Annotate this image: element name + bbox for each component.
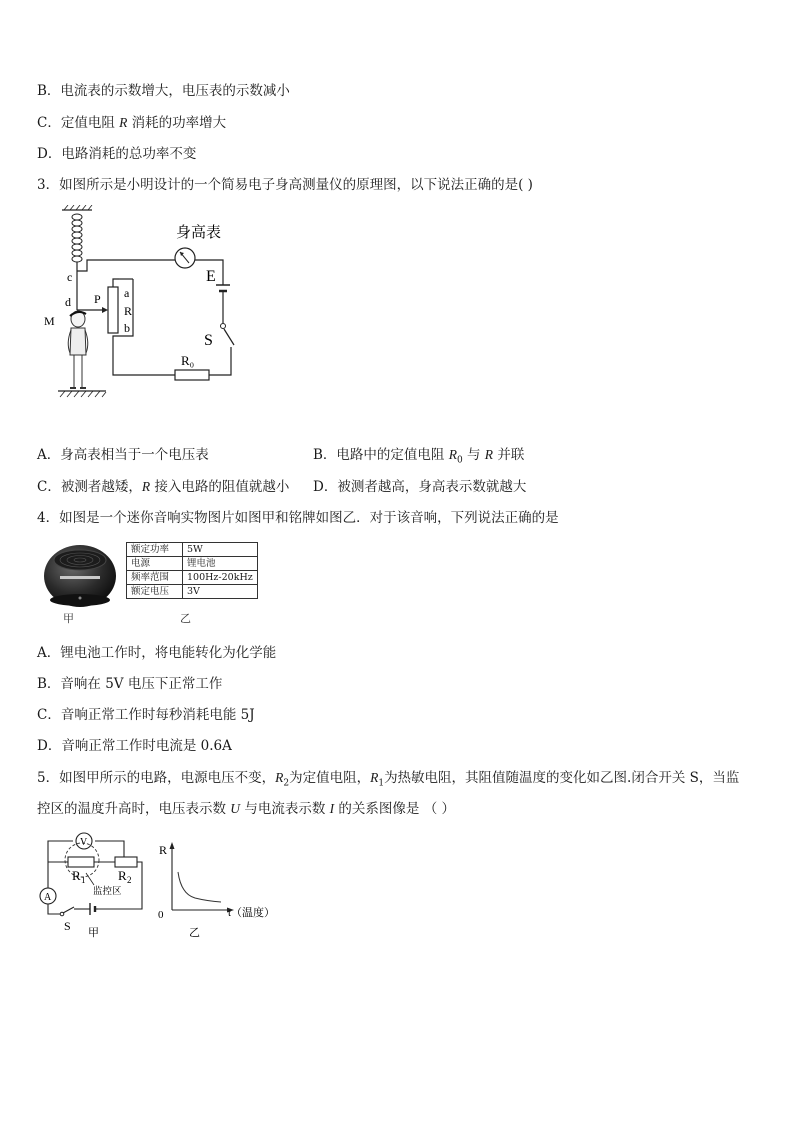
svg-text:S: S — [204, 332, 213, 349]
svg-text:0: 0 — [158, 909, 164, 921]
resistance-curve — [178, 872, 221, 902]
q2-option-d: D．电路消耗的总功率不变 — [37, 146, 197, 162]
q3-option-b: B．电路中的定值电阻 $R_0$ 与 R 并联 — [313, 447, 525, 466]
svg-text:V: V — [80, 837, 88, 848]
svg-text:R: R — [159, 843, 168, 857]
svg-text:d: d — [65, 295, 71, 309]
svg-text:A: A — [44, 892, 52, 903]
svg-text:R: R — [124, 304, 133, 318]
svg-text:R: R — [72, 868, 81, 883]
table-row: 电源 锂电池 — [127, 557, 258, 571]
q3-option-a: A．身高表相当于一个电压表 — [37, 447, 209, 463]
q2-option-b: B．电流表的示数增大，电压表的示数减小 — [37, 83, 290, 99]
q5-circuit-figure-jia — [38, 826, 150, 938]
svg-text:2: 2 — [127, 875, 132, 885]
table-row: 额定功率 5W — [127, 543, 258, 557]
q4-option-c: C．音响正常工作时每秒消耗电能 5J — [37, 707, 255, 723]
svg-text:P: P — [94, 292, 101, 306]
svg-text:E: E — [206, 268, 216, 285]
q2-option-c: C．定值电阻 R 消耗的功率增大 — [37, 115, 227, 131]
q4-option-d: D．音响正常工作时电流是 0.6A — [37, 738, 232, 754]
svg-text:t（温度）: t（温度） — [228, 907, 276, 919]
svg-text:c: c — [67, 270, 73, 284]
q3-stem: 3．如图所示是小明设计的一个简易电子身高测量仪的原理图，以下说法正确的是( ) — [37, 177, 533, 193]
svg-text:a: a — [124, 286, 130, 300]
svg-text:身高表: 身高表 — [176, 225, 222, 241]
q5-stem-line1: 5．如图甲所示的电路，电源电压不变，$R_2$为定值电阻，$R_1$为热敏电阻，其阻值随温度的变化如乙图.闭合开关 S，当监 — [37, 770, 740, 789]
q4-option-a: A．锂电池工作时，将电能转化为化学能 — [37, 645, 277, 661]
svg-text:R₀: R₀ — [181, 353, 195, 368]
q3-option-d: D．被测者越高，身高表示数就越大 — [313, 479, 527, 495]
q3-option-c: C．被测者越矮，R 接入电路的阻值就越小 — [37, 479, 290, 495]
svg-text:1: 1 — [81, 875, 86, 885]
svg-text:乙: 乙 — [189, 927, 200, 939]
person-figure-icon — [68, 311, 88, 388]
svg-text:监控区: 监控区 — [93, 887, 122, 897]
svg-text:甲: 甲 — [88, 927, 99, 938]
q4-option-b: B．音响在 5V 电压下正常工作 — [37, 676, 223, 692]
speaker-nameplate-table — [126, 542, 258, 599]
q5-graph-yi — [155, 840, 295, 940]
q4-stem: 4．如图是一个迷你音响实物图片如图甲和铭牌如图乙．对于该音响，下列说法正确的是 — [37, 510, 559, 526]
svg-text:R: R — [118, 868, 127, 883]
table-row: 频率范围 100Hz-20kHz — [127, 571, 258, 585]
q5-stem-line2: 控区的温度升高时，电压表示数 U 与电流表示数 I 的关系图像是 （ ） — [37, 801, 456, 817]
svg-text:M: M — [44, 314, 55, 328]
speaker-photo — [42, 540, 120, 610]
q4-caption-yi: 乙 — [180, 612, 191, 625]
svg-text:b: b — [124, 321, 130, 335]
svg-text:S: S — [64, 919, 71, 933]
q3-circuit-figure — [40, 205, 255, 405]
table-row: 额定电压 3V — [127, 585, 258, 599]
q4-caption-jia: 甲 — [63, 612, 74, 625]
